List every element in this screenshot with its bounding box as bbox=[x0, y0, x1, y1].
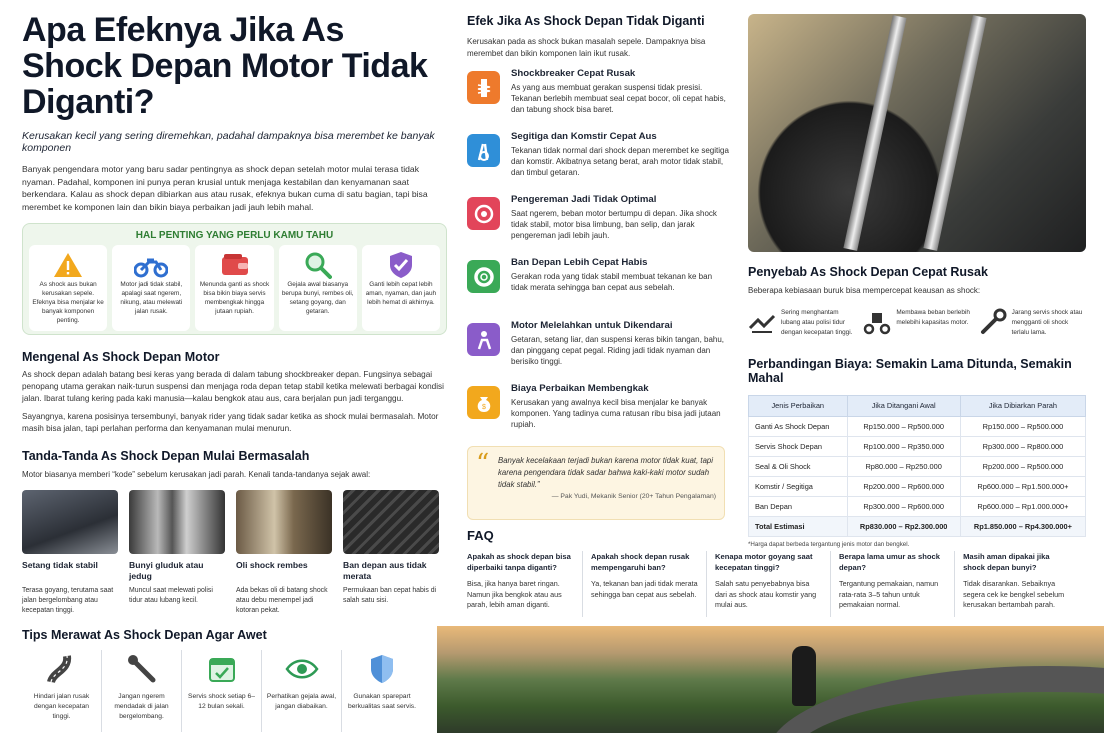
faq-item bbox=[715, 551, 831, 617]
table-cell: Seal & Oli Shock bbox=[749, 456, 848, 476]
wallet-icon bbox=[220, 253, 250, 277]
fork-icon bbox=[467, 134, 500, 167]
important-card: Ganti lebih cepat lebih aman, nyaman, dan jauh lebih hemat di akhirnya. bbox=[362, 245, 440, 331]
faq-title: FAQ bbox=[467, 528, 494, 543]
table-cell: Servis Shock Depan bbox=[749, 436, 848, 456]
effects-title: Efek Jika As Shock Depan Tidak Diganti bbox=[467, 14, 705, 28]
table-cell: Rp300.000 – Rp600.000 bbox=[847, 496, 960, 516]
magnifier-icon bbox=[304, 251, 332, 279]
cost-note: *Harga dapat berbeda tergantung jenis motor dan bengkel. bbox=[748, 540, 910, 548]
effect-title: Shockbreaker Cepat Rusak bbox=[511, 68, 636, 79]
handlebar-photo bbox=[22, 490, 118, 554]
table-row bbox=[749, 456, 1086, 476]
faq-answer: Bisa, jika hanya baret ringan. Namun jika bengkok atau aus parah, lebih aman diganti. bbox=[467, 579, 562, 610]
tire-photo bbox=[343, 490, 439, 554]
faq-answer: Tergantung pemakaian, namun rata-rata 3–5 tahun untuk pemakaian normal. bbox=[839, 579, 939, 610]
effect-item bbox=[467, 131, 729, 186]
faq-question: Masih aman dipakai jika shock depan bunyi? bbox=[963, 552, 1050, 572]
table-cell: Ban Depan bbox=[749, 496, 848, 516]
table-cell: Total Estimasi bbox=[749, 516, 848, 536]
table-cell: Komstir / Segitiga bbox=[749, 476, 848, 496]
signs-title: Tanda-Tanda As Shock Depan Mulai Bermasalah bbox=[22, 449, 310, 464]
table-header: Jika Ditangani Awal bbox=[847, 395, 960, 416]
pothole-icon bbox=[748, 308, 776, 336]
table-cell: Rp150.000 – Rp500.000 bbox=[847, 416, 960, 436]
table-cell: Rp600.000 – Rp1.500.000+ bbox=[960, 476, 1085, 496]
table-cell: Ganti As Shock Depan bbox=[749, 416, 848, 436]
svg-text:$: $ bbox=[481, 403, 486, 411]
table-cell: Rp200.000 – Rp500.000 bbox=[960, 456, 1085, 476]
effect-item bbox=[467, 194, 729, 249]
tip-item: Gunakan sparepart berkualitas saat servis. bbox=[342, 650, 422, 732]
cause-item: Membawa beban berlebih melebihi kapasitas motor. bbox=[863, 308, 970, 338]
faq-question: Kenapa motor goyang saat kecepatan tinggi? bbox=[715, 552, 813, 572]
effect-item bbox=[467, 383, 729, 438]
tip-item: Hindari jalan rusak dengan kecepatan tinggi. bbox=[22, 650, 102, 732]
table-row bbox=[749, 436, 1086, 456]
sign-item: Ban depan aus tidak merata Permukaan ban cepat habis di salah satu sisi. bbox=[343, 490, 439, 616]
wrench-icon bbox=[979, 308, 1007, 336]
faq-item bbox=[467, 551, 583, 617]
sign-item: Oli shock rembes Ada bekas oli di batang shock atau debu menempel jadi kotoran pekat. bbox=[236, 490, 332, 616]
effect-title: Pengereman Jadi Tidak Optimal bbox=[511, 194, 657, 205]
road-icon bbox=[47, 654, 77, 684]
table-cell: Rp80.000 – Rp250.000 bbox=[847, 456, 960, 476]
faq-question: Apakah shock depan rusak mempengaruhi ban? bbox=[591, 552, 690, 572]
intro-paragraph: Banyak pengendara motor yang baru sadar pentingnya as shock depan setelah motor mulai terasa tidak nyaman. Padahal, komponen ini punya peran krusial untuk menjaga kestabilan dan kenyamanan saat berkendara. Kalau as shock depan dibiarkan aus atau rusak, efeknya bukan cuma di satu bagian, tapi bisa merembet ke komponen lain dan bikin biaya perbaikan jadi jauh lebih mahal. bbox=[22, 164, 428, 212]
calendar-icon bbox=[207, 654, 237, 684]
about-paragraph-2: Sayangnya, karena posisinya tersembunyi, banyak rider yang tidak sadar ketika as shock mulai bermasalah. Motor masih bisa jalan, tapi perlahan performa dan kenyamanan mulai menurun. bbox=[22, 412, 439, 434]
effect-title: Biaya Perbaikan Membengkak bbox=[511, 383, 649, 394]
wrench-icon bbox=[127, 654, 157, 684]
eye-icon bbox=[285, 658, 319, 680]
effect-text: Tekanan tidak normal dari shock depan merembet ke segitiga dan komstir. Akibatnya setang berat, arah motor tidak stabil, dan timbul getaran. bbox=[511, 146, 729, 177]
table-header: Jenis Perbaikan bbox=[749, 395, 848, 416]
table-header: Jika Dibiarkan Parah bbox=[960, 395, 1085, 416]
right-column bbox=[737, 0, 1104, 548]
causes-intro: Beberapa kebiasaan buruk bisa mempercepat keausan as shock: bbox=[748, 286, 981, 295]
about-title: Mengenal As Shock Depan Motor bbox=[22, 350, 220, 365]
sign-item: Bunyi gluduk atau jedug Muncul saat melewati polisi tidur atau lubang kecil. bbox=[129, 490, 225, 616]
table-row bbox=[749, 496, 1086, 516]
quote-author: — Pak Yudi, Mekanik Senior (20+ Tahun Pengalaman) bbox=[551, 493, 716, 500]
cause-item: Jarang servis shock atau mengganti oli shock terlalu lama. bbox=[979, 308, 1086, 338]
important-card: Motor jadi tidak stabil, apalagi saat ngerem, nikung, atau melewati jalan rusak. bbox=[112, 245, 190, 331]
effects-intro: Kerusakan pada as shock bukan masalah sepele. Dampaknya bisa merembet dan bikin komponen lain ikut rusak. bbox=[467, 37, 706, 58]
effect-title: Segitiga dan Komstir Cepat Aus bbox=[511, 131, 657, 142]
table-cell: Rp200.000 – Rp600.000 bbox=[847, 476, 960, 496]
faq-item bbox=[963, 551, 1079, 617]
effect-text: Saat ngerem, beban motor bertumpu di depan. Jika shock tidak stabil, motor bisa limbung, ban selip, dan jarak pengereman jadi lebih jauh. bbox=[511, 209, 717, 240]
effect-title: Ban Depan Lebih Cepat Habis bbox=[511, 257, 648, 268]
rider-road-photo bbox=[437, 626, 1104, 733]
quote-text: Banyak kecelakaan terjadi bukan karena motor tidak kuat, tapi karena pengendara tidak sadar bahwa kaki-kaki motor sudah tidak stabil.” bbox=[498, 456, 713, 489]
shield-check-icon bbox=[388, 251, 414, 279]
money-bag-icon bbox=[467, 386, 500, 419]
quote-mark-icon: “ bbox=[476, 449, 490, 479]
effect-item bbox=[467, 257, 729, 312]
shock-icon bbox=[467, 71, 500, 104]
effect-item bbox=[467, 320, 729, 375]
table-cell: Rp830.000 – Rp2.300.000 bbox=[847, 516, 960, 536]
shield-icon bbox=[369, 654, 395, 684]
left-column bbox=[0, 0, 455, 732]
important-box bbox=[22, 223, 447, 335]
faq-item bbox=[591, 551, 707, 617]
middle-column bbox=[455, 0, 737, 520]
faq-question: Berapa lama umur as shock depan? bbox=[839, 552, 940, 572]
table-row bbox=[749, 416, 1086, 436]
warning-icon bbox=[53, 251, 83, 279]
effect-text: Gerakan roda yang tidak stabil membuat tekanan ke ban tidak merata sehingga ban cepat aus sebelah. bbox=[511, 272, 713, 292]
cause-item: Sering menghantam lubang atau polisi tidur dengan kecepatan tinggi. bbox=[748, 308, 855, 338]
table-cell: Rp1.850.000 – Rp4.300.000+ bbox=[960, 516, 1085, 536]
effect-text: As yang aus membuat gerakan suspensi tidak presisi. Tekanan berlebih membuat seal cepat bocor, oli cepat habis, dan tabung shock bisa baret. bbox=[511, 83, 726, 114]
tire-icon bbox=[467, 260, 500, 293]
table-row bbox=[749, 476, 1086, 496]
cost-table bbox=[748, 395, 1086, 537]
faq-section bbox=[467, 528, 1087, 617]
quote-box bbox=[467, 446, 725, 520]
effect-text: Kerusakan yang awalnya kecil bisa menjalar ke banyak komponen. Yang tadinya cuma ratusan ribu bisa jadi jutaan rupiah. bbox=[511, 398, 721, 429]
about-paragraph-1: As shock depan adalah batang besi keras yang berada di dalam tabung shockbreaker depan. Fungsinya sebagai penopang utama gerakan naik-turun suspensi dan menjaga roda depan tetap stabil ketika melewati berbagai kondisi jalan. Ibarat tulang kering pada kaki manusia—kalau bengkok atau aus, cara berjalan pun jadi terganggu. bbox=[22, 370, 444, 404]
faq-question: Apakah as shock depan bisa diperbaiki tanpa diganti? bbox=[467, 552, 571, 572]
motorcycle-icon bbox=[134, 252, 168, 278]
causes-title: Penyebab As Shock Depan Cepat Rusak bbox=[748, 265, 988, 279]
motorcycle-fork-photo bbox=[748, 14, 1086, 252]
tips-title: Tips Merawat As Shock Depan Agar Awet bbox=[22, 627, 267, 642]
brake-disc-icon bbox=[467, 197, 500, 230]
tip-item: Servis shock setiap 6–12 bulan sekali. bbox=[182, 650, 262, 732]
faq-item bbox=[839, 551, 955, 617]
faq-answer: Ya, tekanan ban jadi tidak merata sehingga ban cepat aus sebelah. bbox=[591, 579, 698, 599]
important-card: Menunda ganti as shock bisa bikin biaya servis membengkak hingga jutaan rupiah. bbox=[195, 245, 273, 331]
sign-item: Setang tidak stabil Terasa goyang, terutama saat jalan bergelombang atau kecepatan tinggi. bbox=[22, 490, 118, 616]
table-cell: Rp300.000 – Rp800.000 bbox=[960, 436, 1085, 456]
important-card: Gejala awal biasanya berupa bunyi, rembes oli, setang goyang, dan getaran. bbox=[279, 245, 357, 331]
costs-title: Perbandingan Biaya: Semakin Lama Ditunda, Semakin Mahal bbox=[748, 356, 1072, 385]
faq-answer: Tidak disarankan. Sebaiknya segera cek ke bengkel sebelum kerusakan bertambah parah. bbox=[963, 579, 1065, 610]
signs-intro: Motor biasanya memberi “kode” sebelum kerusakan jadi parah. Kenali tanda-tandanya sejak awal: bbox=[22, 470, 371, 480]
effect-title: Motor Melelahkan untuk Dikendarai bbox=[511, 320, 673, 331]
effect-text: Getaran, setang liar, dan suspensi keras bikin tangan, bahu, dan pinggang cepat pegal. Riding jadi tidak nyaman dan berisiko tinggi. bbox=[511, 335, 725, 366]
oil-leak-photo bbox=[236, 490, 332, 554]
table-cell: Rp150.000 – Rp500.000 bbox=[960, 416, 1085, 436]
important-title: HAL PENTING YANG PERLU KAMU TAHU bbox=[135, 230, 334, 242]
faq-answer: Salah satu penyebabnya bisa dari as shock atau komstir yang mulai aus. bbox=[715, 579, 817, 610]
overload-icon bbox=[863, 308, 891, 336]
table-cell: Rp600.000 – Rp1.000.000+ bbox=[960, 496, 1085, 516]
important-card: As shock aus bukan kerusakan sepele. Efeknya bisa menjalar ke banyak komponen penting. bbox=[29, 245, 107, 331]
effect-item bbox=[467, 68, 729, 123]
tip-item: Perhatikan gejala awal, jangan diabaikan. bbox=[262, 650, 342, 732]
page-title: Apa Efeknya Jika As Shock Depan Motor Tidak Diganti? bbox=[22, 11, 428, 121]
tip-item: Jangan ngerem mendadak di jalan bergelombang. bbox=[102, 650, 182, 732]
rider-icon bbox=[467, 323, 500, 356]
page-subtitle: Kerusakan kecil yang sering diremehkan, padahal dampaknya bisa merembet ke banyak komponen bbox=[22, 130, 435, 154]
table-cell: Rp100.000 – Rp350.000 bbox=[847, 436, 960, 456]
shock-photo bbox=[129, 490, 225, 554]
